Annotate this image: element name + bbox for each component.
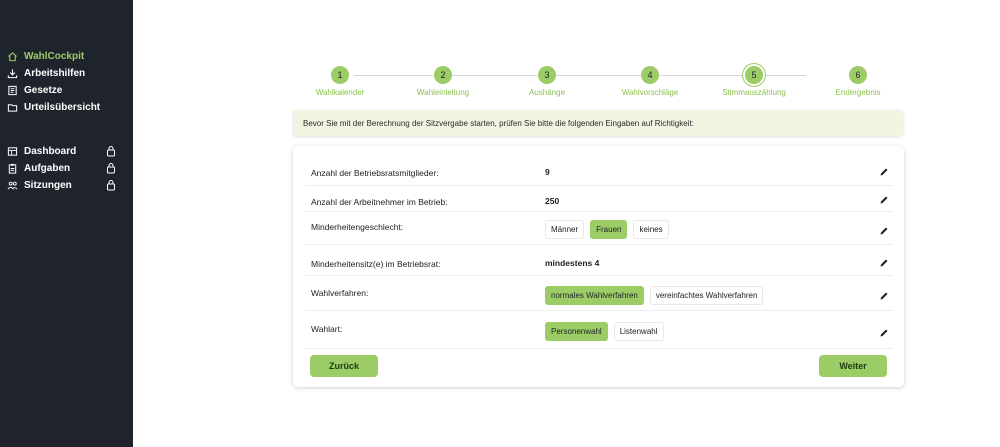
step-label: Wahlkalender <box>315 88 365 97</box>
sidebar-item-label: Dashboard <box>24 145 77 157</box>
form-row-employees <box>305 186 893 212</box>
procedure-chip-group <box>545 286 763 305</box>
sidebar-item-label: Sitzungen <box>24 179 72 191</box>
sidebar-item-aufgaben[interactable] <box>6 161 126 175</box>
step-number: 3 <box>538 66 556 84</box>
dashboard-icon <box>6 145 18 157</box>
pencil-icon[interactable] <box>879 328 889 338</box>
field-label: Wahlart: <box>311 324 343 334</box>
chip-maenner[interactable]: Männer <box>545 220 584 239</box>
pencil-icon[interactable] <box>879 258 889 268</box>
field-value: 9 <box>545 167 550 177</box>
field-label: Anzahl der Arbeitnehmer im Betrieb: <box>311 197 448 207</box>
lock-icon <box>106 145 116 157</box>
progress-stepper <box>300 66 910 100</box>
pencil-icon[interactable] <box>879 195 889 205</box>
field-label: Wahlverfahren: <box>311 288 369 298</box>
step-6[interactable] <box>813 66 903 97</box>
chip-listenwahl[interactable]: Listenwahl <box>614 322 664 341</box>
step-3[interactable] <box>502 66 592 97</box>
sidebar-item-gesetze[interactable] <box>6 83 126 97</box>
form-row-procedure <box>305 276 893 311</box>
lock-icon <box>106 162 116 174</box>
field-label: Anzahl der Betriebsratsmitglieder: <box>311 168 439 178</box>
law-icon <box>6 84 18 96</box>
download-icon <box>6 67 18 79</box>
form-row-minority-gender <box>305 212 893 245</box>
step-2[interactable] <box>398 66 488 97</box>
step-number: 6 <box>849 66 867 84</box>
form-row-election-type <box>305 311 893 349</box>
step-number: 2 <box>434 66 452 84</box>
step-5[interactable] <box>709 66 799 97</box>
pencil-icon[interactable] <box>879 291 889 301</box>
step-label: Aushänge <box>528 88 566 97</box>
form-row-members <box>305 156 893 186</box>
pencil-icon[interactable] <box>879 167 889 177</box>
sidebar-item-arbeitshilfen[interactable] <box>6 66 126 80</box>
step-1[interactable] <box>295 66 385 97</box>
step-label: Endergebnis <box>835 88 881 97</box>
sidebar-item-label: Gesetze <box>24 84 63 96</box>
sidebar-item-label: Arbeitshilfen <box>24 67 86 79</box>
clipboard-icon <box>6 162 18 174</box>
sidebar-item-label: Aufgaben <box>24 162 71 174</box>
step-label: Wahleinleitung <box>416 88 470 97</box>
review-card <box>293 146 904 387</box>
election-type-chip-group <box>545 322 664 341</box>
sidebar <box>0 0 133 447</box>
field-label: Minderheitengeschlecht: <box>311 222 404 232</box>
chip-frauen[interactable]: Frauen <box>590 220 627 239</box>
sidebar-item-dashboard[interactable] <box>6 144 126 158</box>
chip-normales-wahlverfahren[interactable]: normales Wahlverfahren <box>545 286 644 305</box>
form-row-minority-seats <box>305 245 893 276</box>
info-notice: Bevor Sie mit der Berechnung der Sitzvergabe starten, prüfen Sie bitte die folgenden Eingaben auf Richtigkeit: <box>293 110 903 136</box>
step-number: 4 <box>641 66 659 84</box>
field-value: 250 <box>545 196 560 206</box>
sidebar-item-urteilsuebersicht[interactable] <box>6 100 126 114</box>
folder-icon <box>6 101 18 113</box>
field-label: Minderheitensitz(e) im Betriebsrat: <box>311 259 441 269</box>
sidebar-item-label: WahlCockpit <box>24 50 85 62</box>
home-icon <box>6 50 18 62</box>
step-label: Stimmauszählung <box>722 88 786 97</box>
chip-personenwahl[interactable]: Personenwahl <box>545 322 608 341</box>
sidebar-item-wahlcockpit[interactable] <box>6 49 126 63</box>
next-button[interactable]: Weiter <box>819 355 887 377</box>
step-label: Wahlvorschläge <box>621 88 679 97</box>
lock-icon <box>106 179 116 191</box>
field-value: mindestens 4 <box>545 258 600 268</box>
sidebar-item-label: Urteilsübersicht <box>24 101 101 113</box>
back-button[interactable]: Zurück <box>310 355 378 377</box>
chip-keines[interactable]: keines <box>633 220 668 239</box>
step-4[interactable] <box>605 66 695 97</box>
gender-chip-group <box>545 220 669 239</box>
sidebar-item-sitzungen[interactable] <box>6 178 126 192</box>
step-number: 1 <box>331 66 349 84</box>
step-number: 5 <box>745 66 763 84</box>
chip-vereinfachtes-wahlverfahren[interactable]: vereinfachtes Wahlverfahren <box>650 286 764 305</box>
pencil-icon[interactable] <box>879 226 889 236</box>
people-icon <box>6 179 18 191</box>
